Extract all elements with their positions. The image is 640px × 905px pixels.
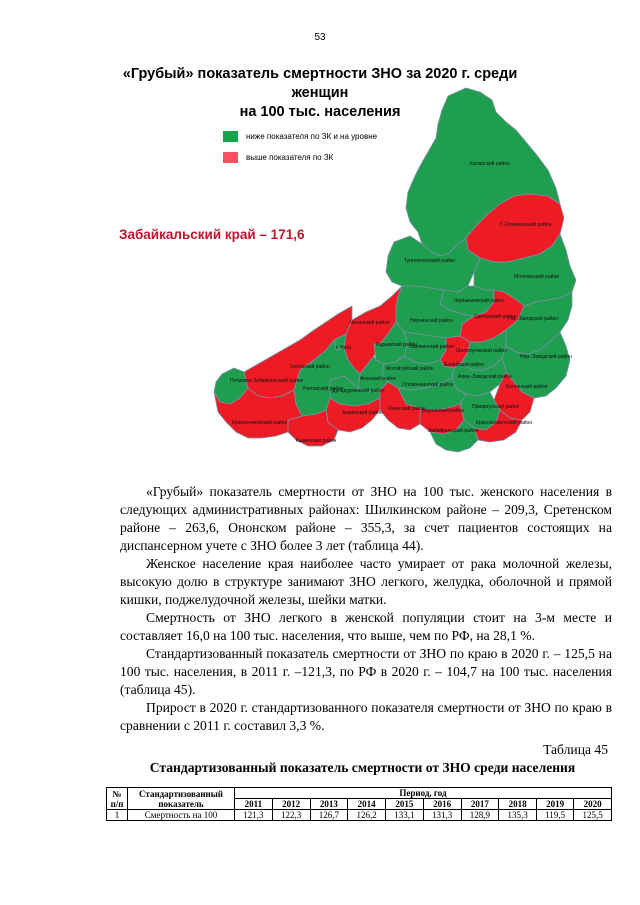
label-mogocha: Могочинский район [514,274,560,280]
cell-value: 126,2 [348,810,386,821]
label-mogoytuy: Могойтуйский район [386,366,434,372]
col-header-year: 2015 [386,799,424,810]
cell-value: 128,9 [461,810,499,821]
label-petrovsk: Петровск-Забайкальский район [230,378,304,384]
label-nerchinsk: Нерчинский район [410,318,453,324]
label-baley: Балейский район [444,362,485,368]
col-header-period: Период, год [235,788,612,799]
paragraph: Прирост в 2020 г. стандартизованного показателя смертности от ЗНО по краю в сравнении с 2011 г. составил 3,3 %. [120,700,612,733]
label-g-chita: г. Чита [336,345,352,351]
cell-no: 1 [107,810,128,821]
label-karymsk: Карымский район [376,342,418,348]
label-olovyannaya: Оловяннинский район [402,382,454,388]
table-title: Стандартизованный показатель смертности от ЗНО среди населения [149,760,576,775]
label-priargun: Приаргунский район [472,404,520,410]
label-aleksandrovo: Алек.-Заводский район [458,374,512,380]
label-kalar: Каларский район [470,161,510,167]
col-header-no: № п/п [107,788,128,810]
label-duldurga: Дульдургинский район [332,388,385,394]
label-gazzavod: Газ.-Заводский район [508,316,559,322]
label-khilok: Хилокский район [290,364,330,370]
col-header-year: 2012 [272,799,310,810]
map-legend [223,131,377,173]
label-nerzavod: Нер.-Заводский район [520,354,572,360]
legend-label-below: ниже показателя по ЗК и на уровне [246,132,378,141]
label-krasnokamensk: Краснокаменский район [476,420,533,426]
label-chita: Читинский район [350,320,390,326]
cell-value: 133,1 [386,810,424,821]
col-header-indicator: Стандартизованный показатель [128,788,235,810]
label-ononsk: Ононский район [388,406,426,412]
label-chernyshevsk: Чернышевский район [454,298,505,304]
legend-item-below [223,131,377,142]
paragraph: «Грубый» показатель смертности от ЗНО на 100 тыс. женского населения в следующих административных районах: Шилкинском районе – 209,3, Сретенском районе – 263,6, Ононском районе – 355,3, за счет пациентов состоящих на диспансерном учете с ЗНО более 3 лет (таблица 44). [120,484,612,553]
col-header-year: 2017 [461,799,499,810]
label-kalga: Калганский район [506,384,548,390]
cell-value: 122,3 [272,810,310,821]
col-header-year: 2018 [499,799,537,810]
map-title-line-2: на 100 тыс. населения [239,104,401,120]
region-total-label: Забайкальский край – 171,6 [119,227,305,242]
label-shilka: Шилкинский район [410,344,454,350]
legend-item-above [223,152,377,163]
table-caption: Таблица 45 [543,742,608,757]
legend-swatch-red [223,152,238,163]
label-krasnochikoy: Красночикойский район [232,420,288,426]
label-borzya: Борзинский район [422,408,465,414]
col-header-year: 2011 [235,799,273,810]
col-header-year: 2020 [574,799,612,810]
col-header-year: 2016 [423,799,461,810]
cell-value: 126,7 [310,810,348,821]
col-header-year: 2014 [348,799,386,810]
paragraph: Смертность от ЗНО легкого в женской популяции стоит на 3-м месте и составляет 16,0 на 100 тыс. населения, что выше, чем по РФ, на 28,1 %. [120,610,612,643]
label-uletov: Улетовский район [302,386,344,392]
cell-value: 135,3 [499,810,537,821]
label-kyra: Кыринский район [296,438,337,444]
col-header-year: 2019 [537,799,574,810]
table-row [107,810,612,821]
legend-label-above: выше показателя по ЗК [246,153,334,162]
cell-value: 131,3 [423,810,461,821]
cell-value: 125,5 [574,810,612,821]
label-tungokochen: Тунгокоченский район [404,258,456,264]
page-number: 53 [314,32,326,43]
cell-value: 121,3 [235,810,273,821]
col-header-year: 2013 [310,799,348,810]
map-title-line-1: «Грубый» показатель смертности ЗНО за 2020 г. среди женщин [122,66,518,101]
paragraph: Стандартизованный показатель смертности от ЗНО по краю в 2020 г. – 125,5 на 100 тыс. населения, в 2011 г. –121,3, по РФ в 2020 г. – 104,7 на 100 тыс. населения (таблица 45). [120,646,612,697]
cell-indicator: Смертность на 100 [128,810,235,821]
label-sretensk: Сретенский район [474,314,517,320]
label-olekma: Г.-Олекминский район [500,222,552,228]
cell-value: 119,5 [537,810,574,821]
label-shelopugino: Шелопугинский район [456,348,508,354]
paragraph: Женское население края наиболее часто умирает от рака молочной железы, высокую долю в структуре занимают ЗНО легкого, желудка, оболочной и прямой кишки, поджелудочной железы, шейки матки. [120,556,612,607]
legend-swatch-green [223,131,238,142]
body-text [120,483,612,735]
label-agin: Агинский район [360,376,397,382]
label-akshin: Акшинский район [342,410,383,416]
mortality-table [106,787,612,821]
label-zabaikalsk: Забайкальский район [428,428,479,434]
